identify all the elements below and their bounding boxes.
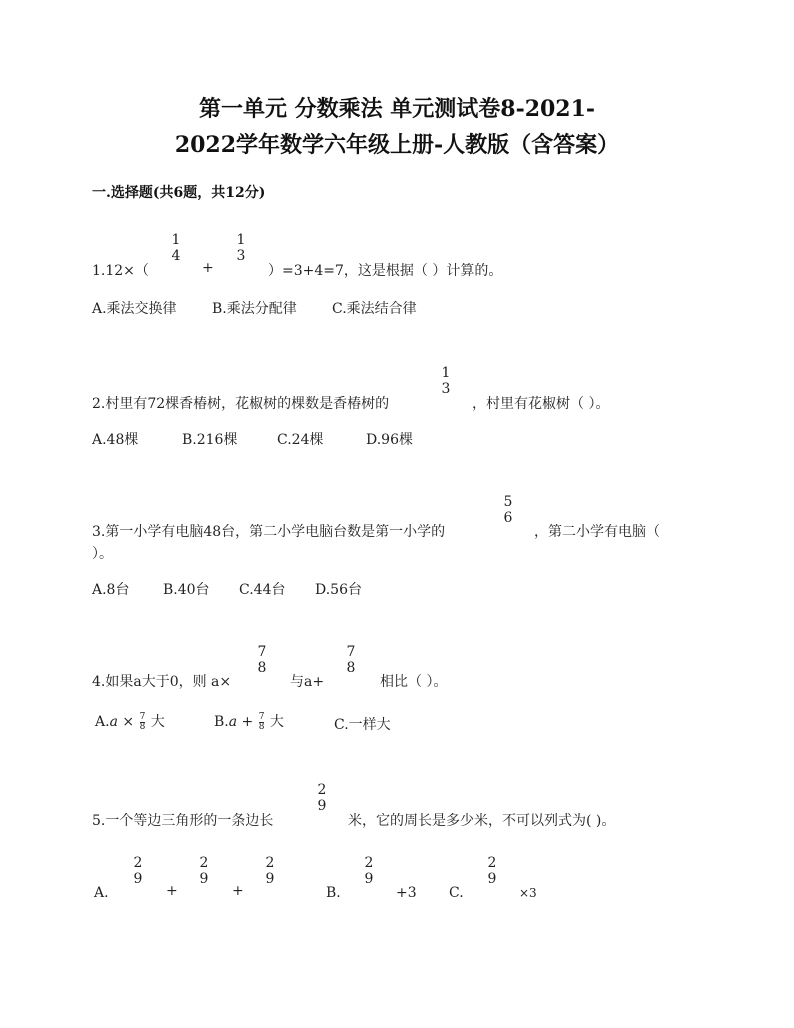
q4-text-a: 4.如果a大于0，则 a× (92, 674, 232, 690)
q2-text-a: 2.村里有72棵香椿树，花椒树的棵数是香椿树的 (92, 396, 390, 412)
q3-fraction: 5 6 (503, 494, 513, 526)
q4-option-a[interactable]: A.a × $\frac{7}{8}$ 大 (95, 711, 165, 732)
q5-option-a-fraction-3: 2 9 (265, 855, 275, 887)
q1-option-a[interactable]: A.乘法交换律 (92, 301, 177, 317)
q1-plus: + (202, 260, 214, 276)
q5-option-b-tail: +3 (396, 885, 417, 901)
q3-option-c[interactable]: C.44台 (239, 582, 286, 598)
doc-title-line2: 2022学年数学六年级上册-人教版（含答案） (174, 132, 620, 158)
q4-option-a-fraction: $\frac{7}{8}$ (139, 711, 146, 732)
q1-option-b[interactable]: B.乘法分配律 (212, 301, 297, 317)
q1-text-b: ）=3+4=7，这是根据（ ）计算的。 (268, 263, 503, 279)
q5-option-b-label[interactable]: B. (326, 885, 341, 901)
q2-text-b: ，村里有花椒树（ ）。 (472, 396, 610, 412)
q1-fraction-1: 1 4 (171, 232, 181, 264)
q4-text-c: 相比（ ）。 (380, 674, 448, 690)
q3-text-a: 3.第一小学有电脑48台，第二小学电脑台数是第一小学的 (92, 524, 446, 540)
q5-option-b-fraction: 2 9 (364, 855, 374, 887)
q2-option-b[interactable]: B.216棵 (182, 432, 238, 448)
q5-fraction: 2 9 (317, 782, 327, 814)
q3-option-d[interactable]: D.56台 (315, 582, 362, 598)
q2-option-c[interactable]: C.24棵 (277, 432, 324, 448)
q5-option-a-label[interactable]: A. (94, 885, 109, 901)
doc-title-line1: 第一单元 分数乘法 单元测试卷8-2021- (198, 96, 596, 122)
q5-option-c-label[interactable]: C. (449, 885, 464, 901)
q2-option-a[interactable]: A.48棵 (92, 432, 139, 448)
q4-fraction-2: 7 8 (346, 644, 356, 676)
q5-option-c-tail: ×3 (519, 886, 537, 900)
q5-option-c-fraction: 2 9 (487, 855, 497, 887)
q1-fraction-2: 1 3 (236, 232, 246, 264)
q5-option-a-plus-1: + (166, 883, 178, 899)
q3-text-b: ，第二小学有电脑（ (534, 524, 660, 540)
q2-fraction: 1 3 (441, 365, 451, 397)
q4-text-b: 与a+ (290, 674, 325, 690)
q3-option-b[interactable]: B.40台 (163, 582, 210, 598)
q4-fraction-1: 7 8 (257, 644, 267, 676)
q3-option-a[interactable]: A.8台 (92, 582, 130, 598)
q5-option-a-fraction-1: 2 9 (133, 855, 143, 887)
q5-option-a-plus-2: + (232, 883, 244, 899)
q4-option-c[interactable]: C.一样大 (334, 717, 391, 733)
q2-option-d[interactable]: D.96棵 (366, 432, 413, 448)
q5-option-a-fraction-2: 2 9 (199, 855, 209, 887)
q3-text-c: ）。 (92, 546, 113, 562)
q1-option-c[interactable]: C.乘法结合律 (332, 301, 417, 317)
q1-text-a: 1.12×（ (92, 263, 149, 279)
q4-option-b[interactable]: B.a + $\frac{7}{8}$ 大 (214, 711, 284, 732)
section-heading: 一.选择题(共6题，共12分) (92, 185, 266, 201)
q5-text-a: 5.一个等边三角形的一条边长 (92, 813, 274, 829)
q5-text-b: 米，它的周长是多少米，不可以列式为( )。 (348, 813, 616, 829)
q4-option-b-fraction: $\frac{7}{8}$ (258, 711, 265, 732)
